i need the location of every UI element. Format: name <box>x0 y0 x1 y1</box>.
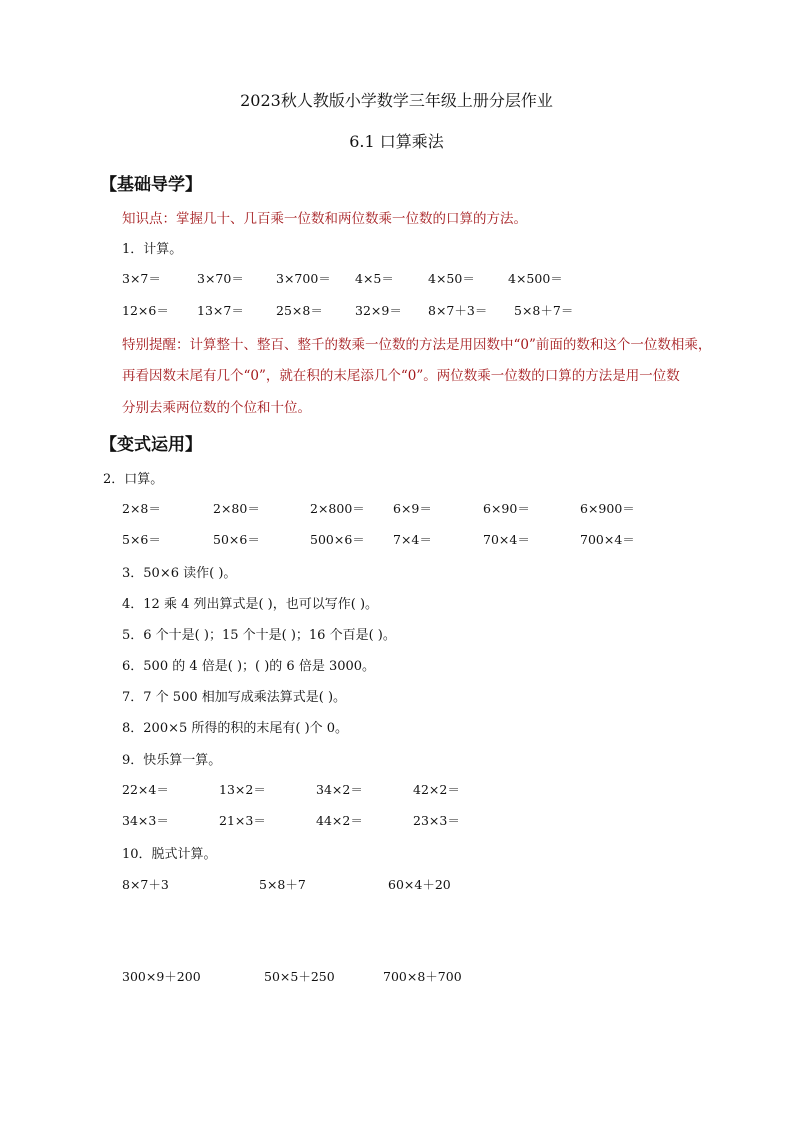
problem: 21×3＝ <box>219 813 266 828</box>
question-2-label: 2．口算。 <box>103 472 164 487</box>
question-2-row-2 <box>0 530 793 550</box>
problem: 13×2＝ <box>219 782 266 797</box>
page-subtitle: 6.1 口算乘法 <box>349 132 444 151</box>
question-1-row-2 <box>0 301 793 321</box>
problem: 7×4＝ <box>393 532 432 547</box>
problem: 50×5＋250 <box>264 969 335 984</box>
tip-line-3: 分别去乘两位数的个位和十位。 <box>122 400 311 416</box>
section-heading-basics: 【基础导学】 <box>100 175 202 195</box>
problem: 60×4＋20 <box>388 877 451 892</box>
tip-line-2: 再看因数末尾有几个“0”，就在积的末尾添几个“0”。两位数乘一位数的口算的方法是用一位数 <box>122 368 680 384</box>
problem: 500×6＝ <box>310 532 365 547</box>
question-2-row-1 <box>0 499 793 519</box>
problem: 22×4＝ <box>122 782 169 797</box>
problem: 50×6＝ <box>213 532 260 547</box>
question-6: 6．500 的 4 倍是( )；( )的 6 倍是 3000。 <box>122 659 376 674</box>
problem: 32×9＝ <box>355 303 402 318</box>
problem: 42×2＝ <box>413 782 460 797</box>
problem: 70×4＝ <box>483 532 530 547</box>
knowledge-point: 知识点：掌握几十、几百乘一位数和两位数乘一位数的口算的方法。 <box>122 211 527 227</box>
tip-line-1: 特别提醒：计算整十、整百、整千的数乘一位数的方法是用因数中“0”前面的数和这个一位数相乘， <box>122 337 712 353</box>
page-title: 2023秋人教版小学数学三年级上册分层作业 <box>240 91 553 110</box>
question-10-row-2 <box>0 967 793 987</box>
question-7: 7．7 个 500 相加写成乘法算式是( )。 <box>122 690 347 705</box>
problem: 6×900＝ <box>580 501 635 516</box>
question-5: 5．6 个十是( )；15 个十是( )；16 个百是( )。 <box>122 628 396 643</box>
problem: 12×6＝ <box>122 303 169 318</box>
problem: 3×70＝ <box>197 271 244 286</box>
question-1-row-1 <box>0 269 793 289</box>
question-3: 3．50×6 读作( )。 <box>122 566 237 581</box>
question-8: 8．200×5 所得的积的末尾有( )个 0。 <box>122 721 349 736</box>
problem: 300×9＋200 <box>122 969 201 984</box>
problem: 4×5＝ <box>355 271 394 286</box>
problem: 25×8＝ <box>276 303 323 318</box>
problem: 5×8＋7＝ <box>514 303 574 318</box>
problem: 34×2＝ <box>316 782 363 797</box>
question-10-row-1 <box>0 875 793 895</box>
problem: 6×90＝ <box>483 501 530 516</box>
problem: 34×3＝ <box>122 813 169 828</box>
problem: 700×8＋700 <box>383 969 462 984</box>
problem: 5×6＝ <box>122 532 161 547</box>
problem: 6×9＝ <box>393 501 432 516</box>
question-1-label: 1．计算。 <box>122 242 183 257</box>
problem: 44×2＝ <box>316 813 363 828</box>
question-9-row-1 <box>0 780 793 800</box>
problem: 700×4＝ <box>580 532 635 547</box>
problem: 2×80＝ <box>213 501 260 516</box>
problem: 8×7＋3＝ <box>428 303 488 318</box>
problem: 3×7＝ <box>122 271 161 286</box>
problem: 4×50＝ <box>428 271 475 286</box>
section-heading-practice: 【变式运用】 <box>100 435 202 455</box>
question-4: 4．12 乘 4 列出算式是( )，也可以写作( )。 <box>122 597 379 612</box>
problem: 23×3＝ <box>413 813 460 828</box>
problem: 2×800＝ <box>310 501 365 516</box>
problem: 5×8＋7 <box>259 877 306 892</box>
question-10-label: 10．脱式计算。 <box>122 847 217 862</box>
problem: 4×500＝ <box>508 271 563 286</box>
problem: 13×7＝ <box>197 303 244 318</box>
problem: 2×8＝ <box>122 501 161 516</box>
question-9-label: 9．快乐算一算。 <box>122 753 222 768</box>
problem: 3×700＝ <box>276 271 331 286</box>
question-9-row-2 <box>0 811 793 831</box>
problem: 8×7＋3 <box>122 877 169 892</box>
